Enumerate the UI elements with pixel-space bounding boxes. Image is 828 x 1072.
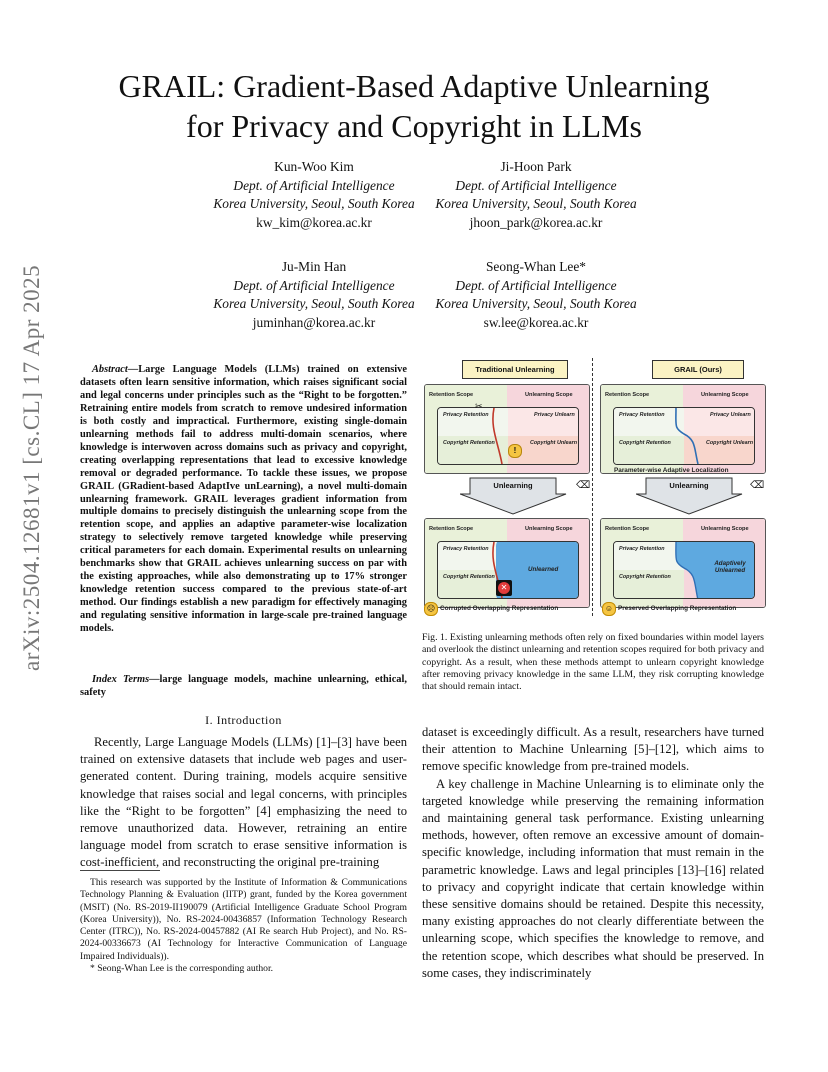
author-dept: Dept. of Artificial Intelligence: [233, 277, 395, 293]
retention-scope-label: Retention Scope: [605, 392, 650, 398]
unlearning-scope-label: Unlearning Scope: [701, 392, 749, 398]
author-block-4: [416, 258, 656, 332]
copyright-retention-label: Copyright Retention: [619, 574, 671, 580]
author-name: Seong-Whan Lee*: [485, 259, 587, 274]
error-icon: ✕: [498, 582, 510, 594]
happy-face-icon: ☺: [602, 602, 616, 616]
title-line-2: for Privacy and Copyright in LLMs: [186, 108, 642, 144]
arxiv-sidebar-id: arXiv:2504.12681v1 [cs.CL] 17 Apr 2025: [19, 264, 44, 671]
author-affiliation: Korea University, Seoul, South Korea: [435, 296, 637, 311]
author-email: sw.lee@korea.ac.kr: [483, 314, 589, 330]
author-dept: Dept. of Artificial Intelligence: [455, 277, 617, 293]
index-terms: [80, 674, 407, 700]
warning-icon: !: [508, 444, 522, 458]
privacy-unlearn-label: Privacy Unlearn: [534, 412, 575, 418]
unlearning-scope-label: Unlearning Scope: [701, 526, 749, 532]
copyright-unlearn-label: Copyright Unlearn: [706, 440, 754, 446]
author-name: Kun-Woo Kim: [274, 159, 354, 174]
eraser-icon: ⌫: [750, 480, 765, 491]
section-heading: I. Introduction: [205, 713, 282, 727]
figure-1: [420, 358, 766, 624]
scissors-icon: ✂: [475, 401, 483, 411]
index-terms-text: —large language models, machine unlearning, ethical, safety: [80, 674, 407, 698]
panel-traditional-before: [424, 384, 590, 474]
footnote: [80, 877, 407, 975]
privacy-retention-label: Privacy Retention: [619, 546, 665, 552]
footnote-corresponding: * Seong-Whan Lee is the corresponding author.: [90, 963, 274, 975]
abstract-lead: Abstract: [92, 364, 128, 375]
copyright-retention-label: Copyright Retention: [443, 574, 495, 580]
privacy-unlearn-label: Privacy Unlearn: [710, 412, 751, 418]
panel-grail-after: [600, 518, 766, 608]
title-line-1: GRAIL: Gradient-Based Adaptive Unlearning: [118, 68, 710, 104]
unlearning-scope-label: Unlearning Scope: [525, 526, 573, 532]
copyright-unlearn-label: Copyright Unlearn: [530, 440, 578, 446]
author-dept: Dept. of Artificial Intelligence: [233, 177, 395, 193]
privacy-retention-label: Privacy Retention: [443, 546, 489, 552]
author-block-2: [416, 158, 656, 232]
author-affiliation: Korea University, Seoul, South Korea: [213, 296, 415, 311]
knowledge-box: [613, 541, 755, 599]
author-dept: Dept. of Artificial Intelligence: [455, 177, 617, 193]
author-block-3: [194, 258, 434, 332]
figure-caption: Fig. 1. Existing unlearning methods often rely on fixed boundaries within model layers and overlook the distinct unlearning and retention scopes required for both privacy and copyright. As a result, when these methods attempt to unlearn copyright knowledge after removing privacy knowledge in the same LLM, they risk corrupting knowledge that should remain intact.: [422, 632, 764, 693]
panel-traditional-after: [424, 518, 590, 608]
author-email: juminhan@korea.ac.kr: [252, 314, 376, 330]
author-affiliation: Korea University, Seoul, South Korea: [213, 196, 415, 211]
unlearning-label-left: Unlearning: [493, 481, 533, 490]
eraser-icon: ⌫: [576, 480, 591, 491]
retention-scope-label: Retention Scope: [429, 392, 474, 398]
privacy-retention-label: Privacy Retention: [443, 412, 489, 418]
copyright-retention-label: Copyright Retention: [443, 440, 495, 446]
panel-grail-before: [600, 384, 766, 474]
header-grail: GRAIL (Ours): [652, 360, 744, 379]
preserved-label: Preserved Overlapping Representation: [618, 605, 737, 612]
author-affiliation: Korea University, Seoul, South Korea: [435, 196, 637, 211]
localization-label: Parameter-wise Adaptive Localization: [614, 467, 729, 474]
abstract-text: —Large Language Models (LLMs) trained on extensive datasets often learn sensitive information, which raises significant social and legal concerns under principles such as the “Right to be forgotten.” Retraining entire models from scratch to remove undesired information is both costly and impractical. Furthermore, existing single-domain unlearning methods fail to address multi-domain scenarios, where knowledge is interwoven across domains such as privacy and copyright, creating overlapping representations that lead to excessive knowledge removal or degraded performance. To tackle these issues, we propose GRAIL (GRadient-based AdaptIve unLearning), a novel multi-domain unlearning framework. GRAIL leverages gradient information from multiple domains to precisely distinguish the unlearning scope from the retention scope, and applies an adaptive parameter-wise localization strategy to selectively remove targeted knowledge while preserving critical parameters for each domain. Experimental results on unlearning benchmarks show that GRAIL achieves unlearning success on par with the existing approaches, while also demonstrating up to 17% stronger knowledge retention success compared to the previous state-of-art method. Our findings establish a new paradigm for effectively managing and regulating sensitive information in large-scale pre-trained language models.: [80, 364, 407, 635]
retention-scope-label: Retention Scope: [429, 526, 474, 532]
intro-right: [422, 724, 764, 982]
footnote-rule: [80, 870, 160, 871]
author-name: Ji-Hoon Park: [500, 159, 572, 174]
retention-scope-label: Retention Scope: [605, 526, 650, 532]
author-name: Ju-Min Han: [281, 259, 347, 274]
sad-face-icon: ☹: [424, 602, 438, 616]
copyright-retention-label: Copyright Retention: [619, 440, 671, 446]
divider-dashed: [592, 358, 593, 616]
intro-right-paragraph-2: A key challenge in Machine Unlearning is to eliminate only the targeted knowledge while preserving the remaining information and maintaining general task performance. Existing unlearning methods, however, often remove an excessive amount of domain-specific knowledge, including information that must remain in the parametric knowledge. Laws and legal principles [13]–[16] related to privacy and copyright indicate that certain knowledge within these sensitive domains should be retained. Despite this necessity, many existing approaches do not clearly differentiate between the unlearning scope, which specifies the knowledge to remove, and the retention scope, which describes what should be preserved. In some cases, they indiscriminately: [422, 776, 764, 980]
author-email: kw_kim@korea.ac.kr: [256, 214, 372, 230]
header-traditional: Traditional Unlearning: [462, 360, 568, 379]
corrupted-label: Corrupted Overlapping Representation: [440, 605, 559, 612]
knowledge-box: [437, 407, 579, 465]
unlearning-scope-label: Unlearning Scope: [525, 392, 573, 398]
knowledge-box: [613, 407, 755, 465]
unlearning-label-right: Unlearning: [669, 481, 709, 490]
author-block-1: [194, 158, 434, 232]
knowledge-box: [437, 541, 579, 599]
intro-left-paragraph: Recently, Large Language Models (LLMs) [1]–[3] have been trained on extensive datasets that include web pages and user-generated content. During training, models acquire sensitive knowledge that raises social and legal concerns, with principles like the “Right to be forgotten” [4] emphasizing the need to remove unauthorized data. However, retraining an entire language model from scratch to erase sensitive information is cost-inefficient, and reconstructing the original pre-training: [80, 735, 407, 870]
abstract: [80, 364, 407, 636]
paper-title: [60, 66, 768, 146]
unlearned-label: Unlearned: [528, 566, 559, 573]
index-terms-lead: Index Terms: [92, 674, 150, 685]
intro-right-paragraph-1: dataset is exceedingly difficult. As a result, researchers have turned their attention to Machine Unlearning [5]–[12], which aims to remove specific knowledge from pre-trained models.: [422, 725, 764, 774]
adaptively-unlearned-label: Adaptively Unlearned: [714, 560, 746, 574]
footnote-funding: This research was supported by the Institute of Information & Communications Technology Planning & Evaluation (IITP) grant, funded by the Korea government (MSIT) (No. RS-2019-II190079 (Artificial Intelligence Graduate School Program (Korea University)), No. RS-2024-00436857 (Information Technology Research Center (ITRC)), No. RS-2024-00457882 (AI Re search Hub Project), and No. RS-2024-00336673 (AI Technology for Interactive Communication of Language Impaired Individuals)).: [80, 877, 407, 962]
author-email: jhoon_park@korea.ac.kr: [469, 214, 603, 230]
privacy-retention-label: Privacy Retention: [619, 412, 665, 418]
